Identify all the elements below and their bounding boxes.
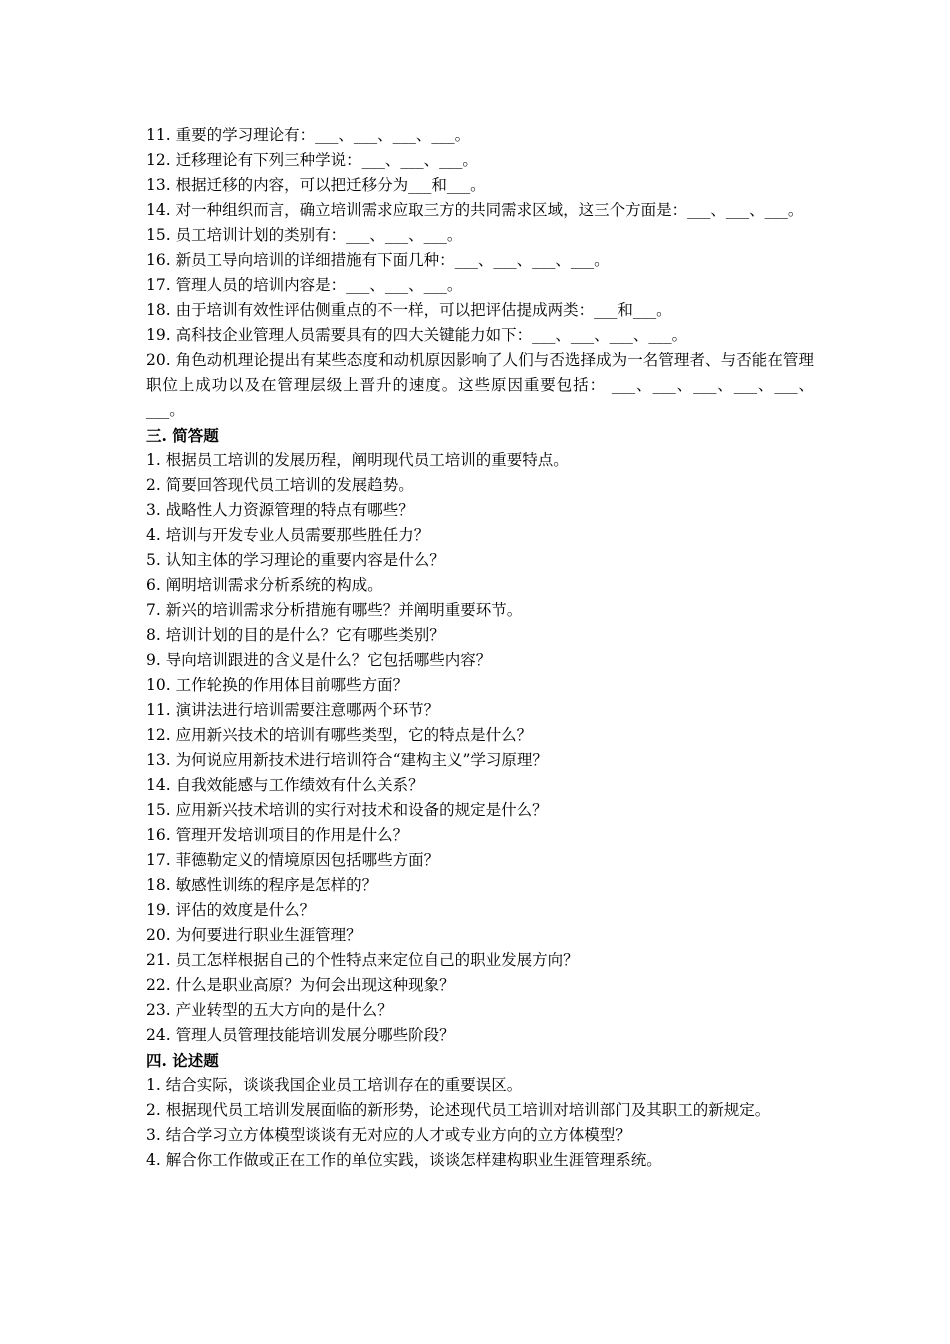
section-heading-essay: 四. 论述题 <box>146 1051 219 1070</box>
question-15: 15. 员工培训计划的类别有：___、___、___。 <box>146 226 463 244</box>
short-answer-item: 15. 应用新兴技术培训的实行对技术和设备的规定是什么？ <box>146 801 548 819</box>
question-20: 20. 角色动机理论提出有某些态度和动机原因影响了人们与否选择成为一名管理者、与否能在管理职位上成功以及在管理层级上晋升的速度。这些原因重要包括： ___、___、___、___、___、___。 <box>146 351 814 419</box>
short-answer-item: 17. 菲德勒定义的情境原因包括哪些方面？ <box>146 851 440 869</box>
essay-item: 3. 结合学习立方体模型谈谈有无对应的人才或专业方向的立方体模型？ <box>146 1126 631 1144</box>
short-answer-item: 18. 敏感性训练的程序是怎样的？ <box>146 876 378 894</box>
question-17: 17. 管理人员的培训内容是：___、___、___。 <box>146 276 463 294</box>
question-11: 11. 重要的学习理论有：___、___、___、___。 <box>146 126 471 144</box>
question-13: 13. 根据迁移的内容，可以把迁移分为___和___。 <box>146 176 486 194</box>
question-16: 16. 新员工导向培训的详细措施有下面几种：___、___、___、___。 <box>146 251 610 269</box>
short-answer-item: 11. 演讲法进行培训需要注意哪两个环节？ <box>146 701 440 719</box>
essay-item: 4. 解合你工作做或正在工作的单位实践，谈谈怎样建构职业生涯管理系统。 <box>146 1151 662 1169</box>
short-answer-item: 4. 培训与开发专业人员需要那些胜任力？ <box>146 526 430 544</box>
short-answer-item: 2. 简要回答现代员工培训的发展趋势。 <box>146 476 414 494</box>
short-answer-item: 9. 导向培训跟进的含义是什么？它包括哪些内容？ <box>146 651 492 669</box>
short-answer-item: 12. 应用新兴技术的培训有哪些类型，它的特点是什么？ <box>146 726 533 744</box>
fill-blank-list <box>146 123 814 423</box>
short-answer-item: 13. 为何说应用新技术进行培训符合“建构主义”学习原理？ <box>146 751 548 769</box>
short-answer-item: 3. 战略性人力资源管理的特点有哪些？ <box>146 501 414 519</box>
short-answer-item: 8. 培训计划的目的是什么？它有哪些类别？ <box>146 626 445 644</box>
short-answer-item: 5. 认知主体的学习理论的重要内容是什么？ <box>146 551 445 569</box>
short-answer-item: 1. 根据员工培训的发展历程，阐明现代员工培训的重要特点。 <box>146 451 569 469</box>
question-18: 18. 由于培训有效性评估侧重点的不一样，可以把评估提成两类：___和___。 <box>146 301 672 319</box>
question-19: 19. 高科技企业管理人员需要具有的四大关键能力如下：___、___、___、___。 <box>146 326 688 344</box>
short-answer-item: 21. 员工怎样根据自己的个性特点来定位自己的职业发展方向？ <box>146 951 579 969</box>
short-answer-item: 20. 为何要进行职业生涯管理？ <box>146 926 362 944</box>
short-answer-list <box>146 448 814 1048</box>
essay-item: 2. 根据现代员工培训发展面临的新形势，论述现代员工培训对培训部门及其职工的新规定。 <box>146 1101 771 1119</box>
short-answer-item: 7. 新兴的培训需求分析措施有哪些？并阐明重要环节。 <box>146 601 523 619</box>
essay-item: 1. 结合实际，谈谈我国企业员工培训存在的重要误区。 <box>146 1076 523 1094</box>
short-answer-item: 19. 评估的效度是什么？ <box>146 901 316 919</box>
short-answer-item: 6. 阐明培训需求分析系统的构成。 <box>146 576 383 594</box>
question-12: 12. 迁移理论有下列三种学说：___、___、___。 <box>146 151 478 169</box>
short-answer-item: 10. 工作轮换的作用体目前哪些方面？ <box>146 676 409 694</box>
short-answer-item: 22. 什么是职业高原？为何会出现这种现象？ <box>146 976 455 994</box>
document-page <box>146 123 814 1173</box>
question-14: 14. 对一种组织而言，确立培训需求应取三方的共同需求区域，这三个方面是：___、___、___。 <box>146 201 804 219</box>
section-heading-short-answer: 三. 简答题 <box>146 426 219 445</box>
essay-list <box>146 1073 814 1173</box>
short-answer-item: 24. 管理人员管理技能培训发展分哪些阶段？ <box>146 1026 455 1044</box>
short-answer-item: 14. 自我效能感与工作绩效有什么关系？ <box>146 776 424 794</box>
short-answer-item: 16. 管理开发培训项目的作用是什么？ <box>146 826 409 844</box>
short-answer-item: 23. 产业转型的五大方向的是什么？ <box>146 1001 393 1019</box>
